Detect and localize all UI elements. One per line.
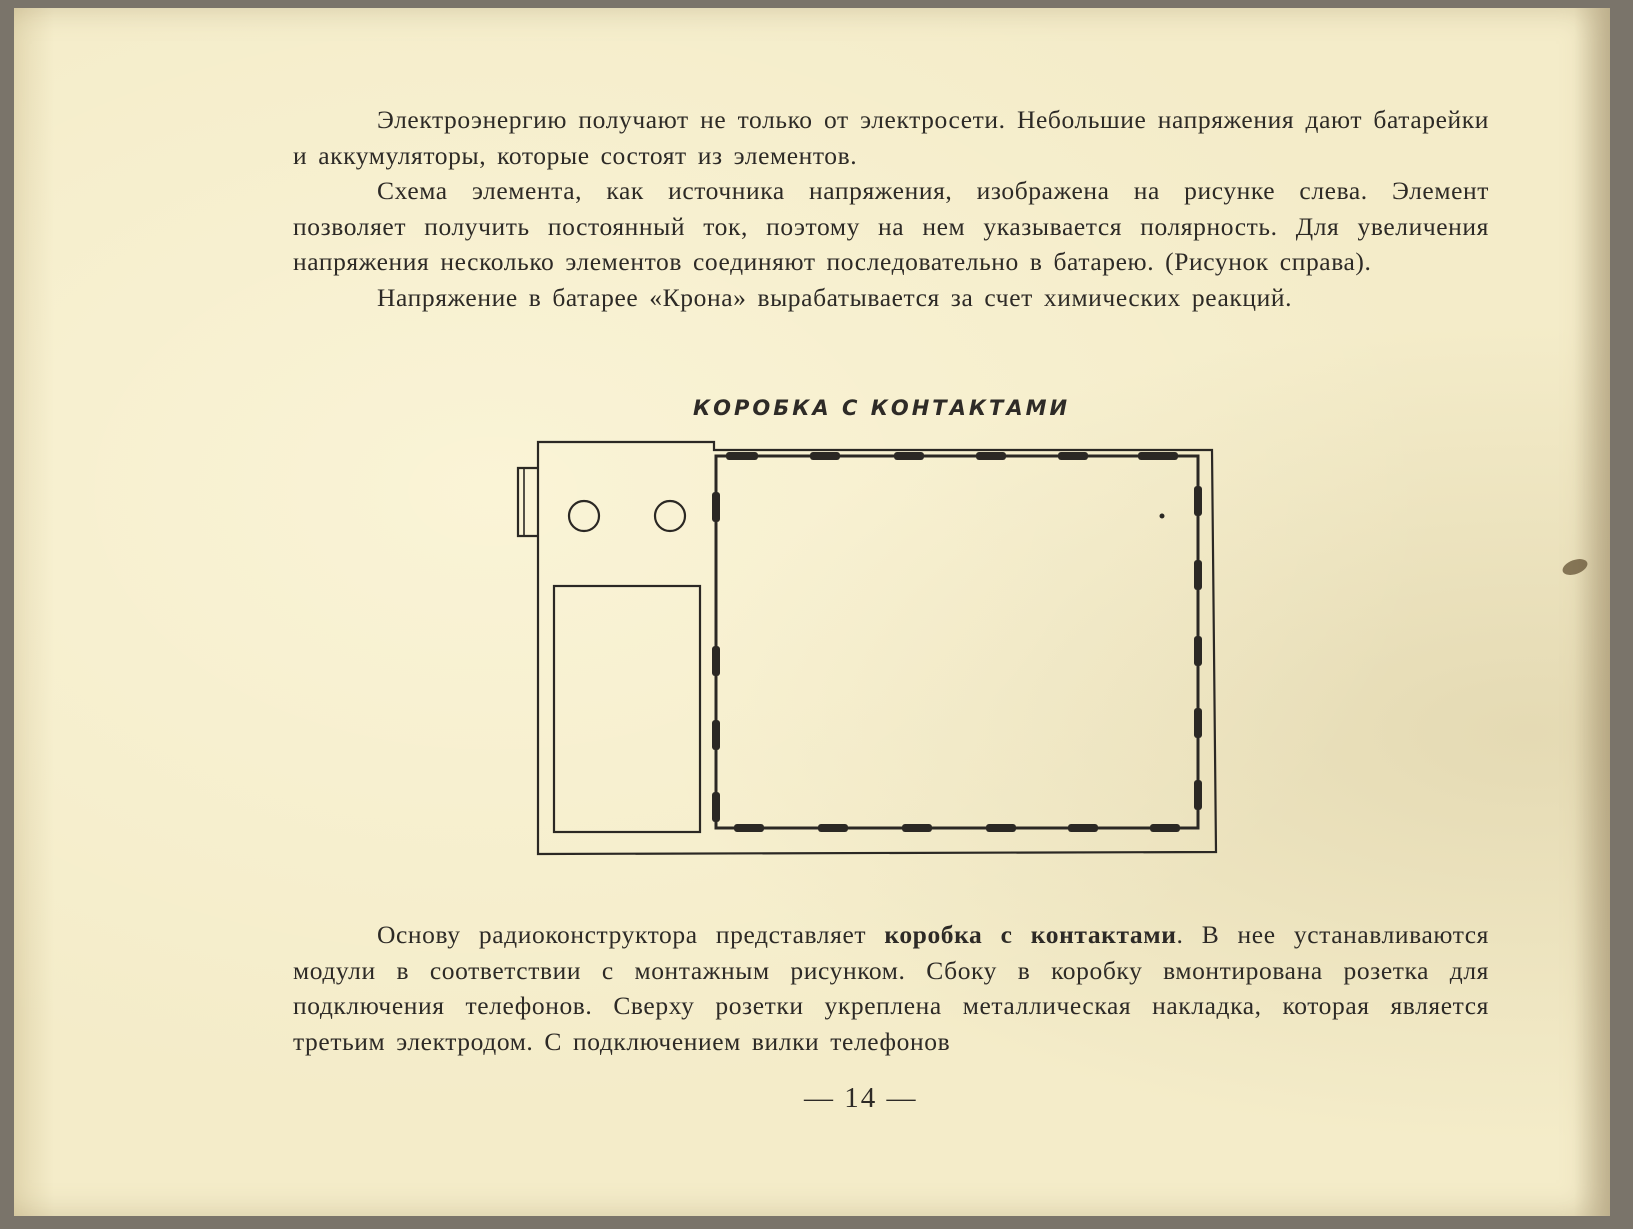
contact-top	[976, 452, 1006, 460]
paragraph-krona-battery: Напряжение в батарее «Крона» вырабатывается за счет химических реакций.	[377, 282, 1293, 312]
page-edge-shadow	[1574, 8, 1610, 1216]
ink-dot	[1160, 514, 1165, 519]
box-with-contacts-drawing	[498, 436, 1248, 876]
contact-bottom	[902, 824, 932, 832]
contact-left	[712, 792, 720, 822]
top-text-block	[293, 102, 1489, 315]
contact-top	[1138, 452, 1178, 460]
paragraph-box-description	[293, 917, 1489, 1059]
term-box-with-contacts: коробка с контактами	[884, 920, 1177, 949]
contact-top	[726, 452, 758, 460]
contact-bottom	[1150, 824, 1180, 832]
text-before-term: Основу радиоконструктора представляет	[377, 920, 885, 949]
contact-bottom	[734, 824, 764, 832]
contact-strips	[712, 452, 1202, 832]
contact-right	[1194, 560, 1202, 590]
book-page	[14, 8, 1610, 1216]
battery-compartment	[554, 586, 700, 832]
contact-right	[1194, 708, 1202, 738]
contact-bottom	[818, 824, 848, 832]
contact-bottom	[986, 824, 1016, 832]
round-contact-left	[569, 501, 599, 531]
module-field	[716, 456, 1198, 828]
bottom-text-block	[293, 917, 1489, 1059]
contact-top	[894, 452, 924, 460]
contact-left	[712, 720, 720, 750]
contact-right	[1194, 636, 1202, 666]
contact-top	[1058, 452, 1088, 460]
paragraph-element-scheme: Схема элемента, как источника напряжения, изображена на рисунке слева. Элемент позволяет получить постоянный ток, поэтому на нем указывается полярность. Для увеличения напряжения несколько элементов соединяют последовательно в батарею. (Рисунок справа).	[293, 176, 1489, 276]
figure-title: КОРОБКА С КОНТАКТАМИ	[693, 396, 1071, 420]
socket-tab	[518, 468, 538, 536]
contact-bottom	[1068, 824, 1098, 832]
round-contact-right	[655, 501, 685, 531]
contact-left	[712, 492, 720, 522]
contact-right	[1194, 486, 1202, 516]
paragraph-electricity-sources: Электроэнергию получают не только от электросети. Небольшие напряжения дают батарейки и аккумуляторы, которые состоят из элементов.	[293, 105, 1489, 170]
contact-top	[810, 452, 840, 460]
text-after-term: . В нее устанавливаются модули в соответствии с монтажным рисунком. Сбоку в коробку вмонтирована розетка для подключения телефонов. Сверху розетки укреплена металлическая накладка, которая является третьим электродом. С подключением вилки телефонов	[293, 920, 1489, 1056]
contact-right	[1194, 780, 1202, 810]
box-outline	[538, 442, 1216, 854]
page-number: — 14 —	[804, 1082, 918, 1114]
contact-left	[712, 646, 720, 676]
